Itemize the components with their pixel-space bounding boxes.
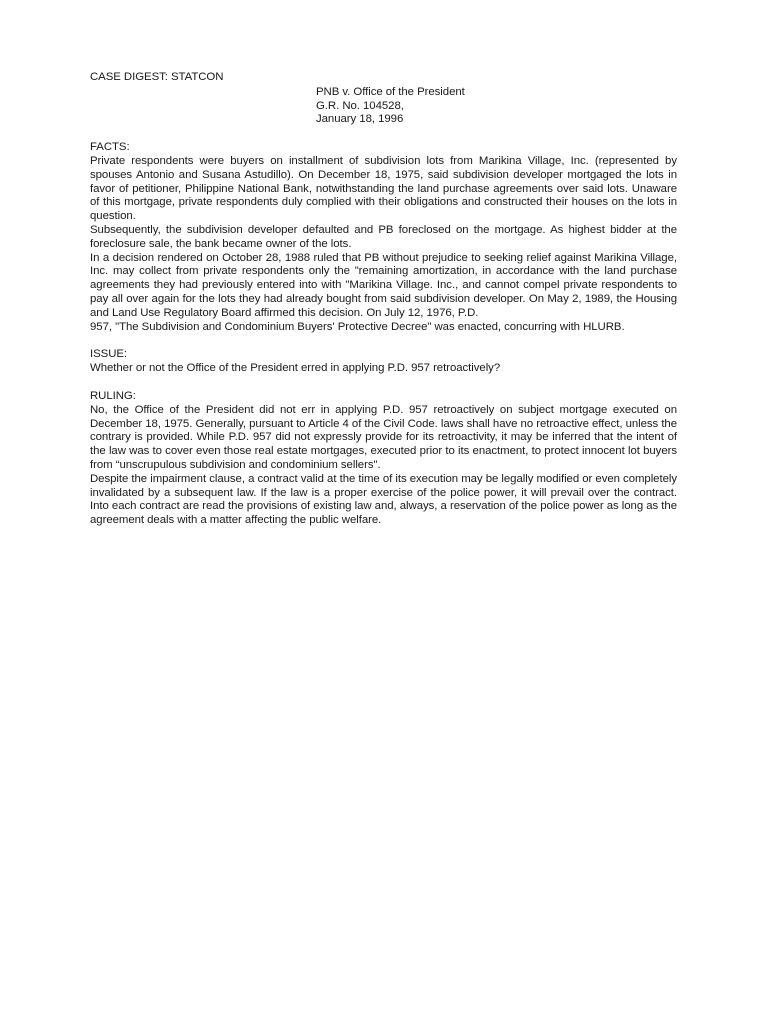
facts-paragraph: 957, "The Subdivision and Condominium Buyers' Protective Decree" was enacted, concurring with HLURB. <box>90 320 625 333</box>
facts-paragraph: Private respondents were buyers on installment of subdivision lots from Marikina Village, Inc. (represented by spouses Antonio and Susana Astudillo). On December 18, 1975, said subdivision developer mortgaged the lots in favor of petitioner, Philippine National Bank, notwithstanding the land purchase agreements over said lots. Unaware of this mortgage, private respondents duly complied with their obligations and constructed their houses on the lots in question. <box>90 154 677 223</box>
facts-paragraph: Subsequently, the subdivision developer defaulted and PB foreclosed on the mortgage. As highest bidder at the foreclosure sale, the bank became owner of the lots. <box>90 223 677 250</box>
case-date: January 18, 1996 <box>316 113 404 126</box>
document-label: CASE DIGEST: STATCON <box>90 71 224 83</box>
issue-heading: ISSUE: <box>90 348 128 361</box>
ruling-heading: RULING: <box>90 389 136 402</box>
facts-paragraph: In a decision rendered on October 28, 1988 ruled that PB without prejudice to seeking relief against Marikina Village, Inc. may collect from private respondents only the "remaining amortization, in accordance with the land purchase agreements they had previously entered into with "Marikina Village. Inc., and cannot compel private respondents to pay all over again for the lots they had already bought from said subdivision developer. On May 2, 1989, the Housing and Land Use Regulatory Board affirmed this decision. On July 12, 1976, P.D. <box>90 251 677 319</box>
case-header <box>316 86 677 127</box>
document-page <box>90 71 677 528</box>
facts-heading: FACTS: <box>90 141 130 154</box>
issue-section <box>90 348 677 376</box>
issue-paragraph: Whether or not the Office of the President erred in applying P.D. 957 retroactively? <box>90 362 501 375</box>
gr-number: G.R. No. 104528, <box>316 99 404 112</box>
ruling-paragraph: Despite the impairment clause, a contract valid at the time of its execution may be legally modified or even completely invalidated by a subsequent law. If the law is a proper exercise of the police power, it will prevail over the contract. Into each contract are read the provisions of existing law and, always, a reservation of the police power as long as the agreement deals with a matter affecting the public welfare. <box>90 472 677 527</box>
facts-section <box>90 141 677 334</box>
ruling-paragraph: No, the Office of the President did not err in applying P.D. 957 retroactively on subject mortgage executed on December 18, 1975. Generally, pursuant to Article 4 of the Civil Code. laws shall have no retroactive effect, unless the contrary is provided. While P.D. 957 did not expressly provide for its retroactivity, it may be inferred that the intent of the law was to cover even those real estate mortgages, executed prior to its enactment, to protect innocent lot buyers from “unscrupulous subdivision and condominium sellers". <box>90 403 677 471</box>
case-title: PNB v. Office of the President <box>316 85 465 98</box>
ruling-section <box>90 390 677 528</box>
